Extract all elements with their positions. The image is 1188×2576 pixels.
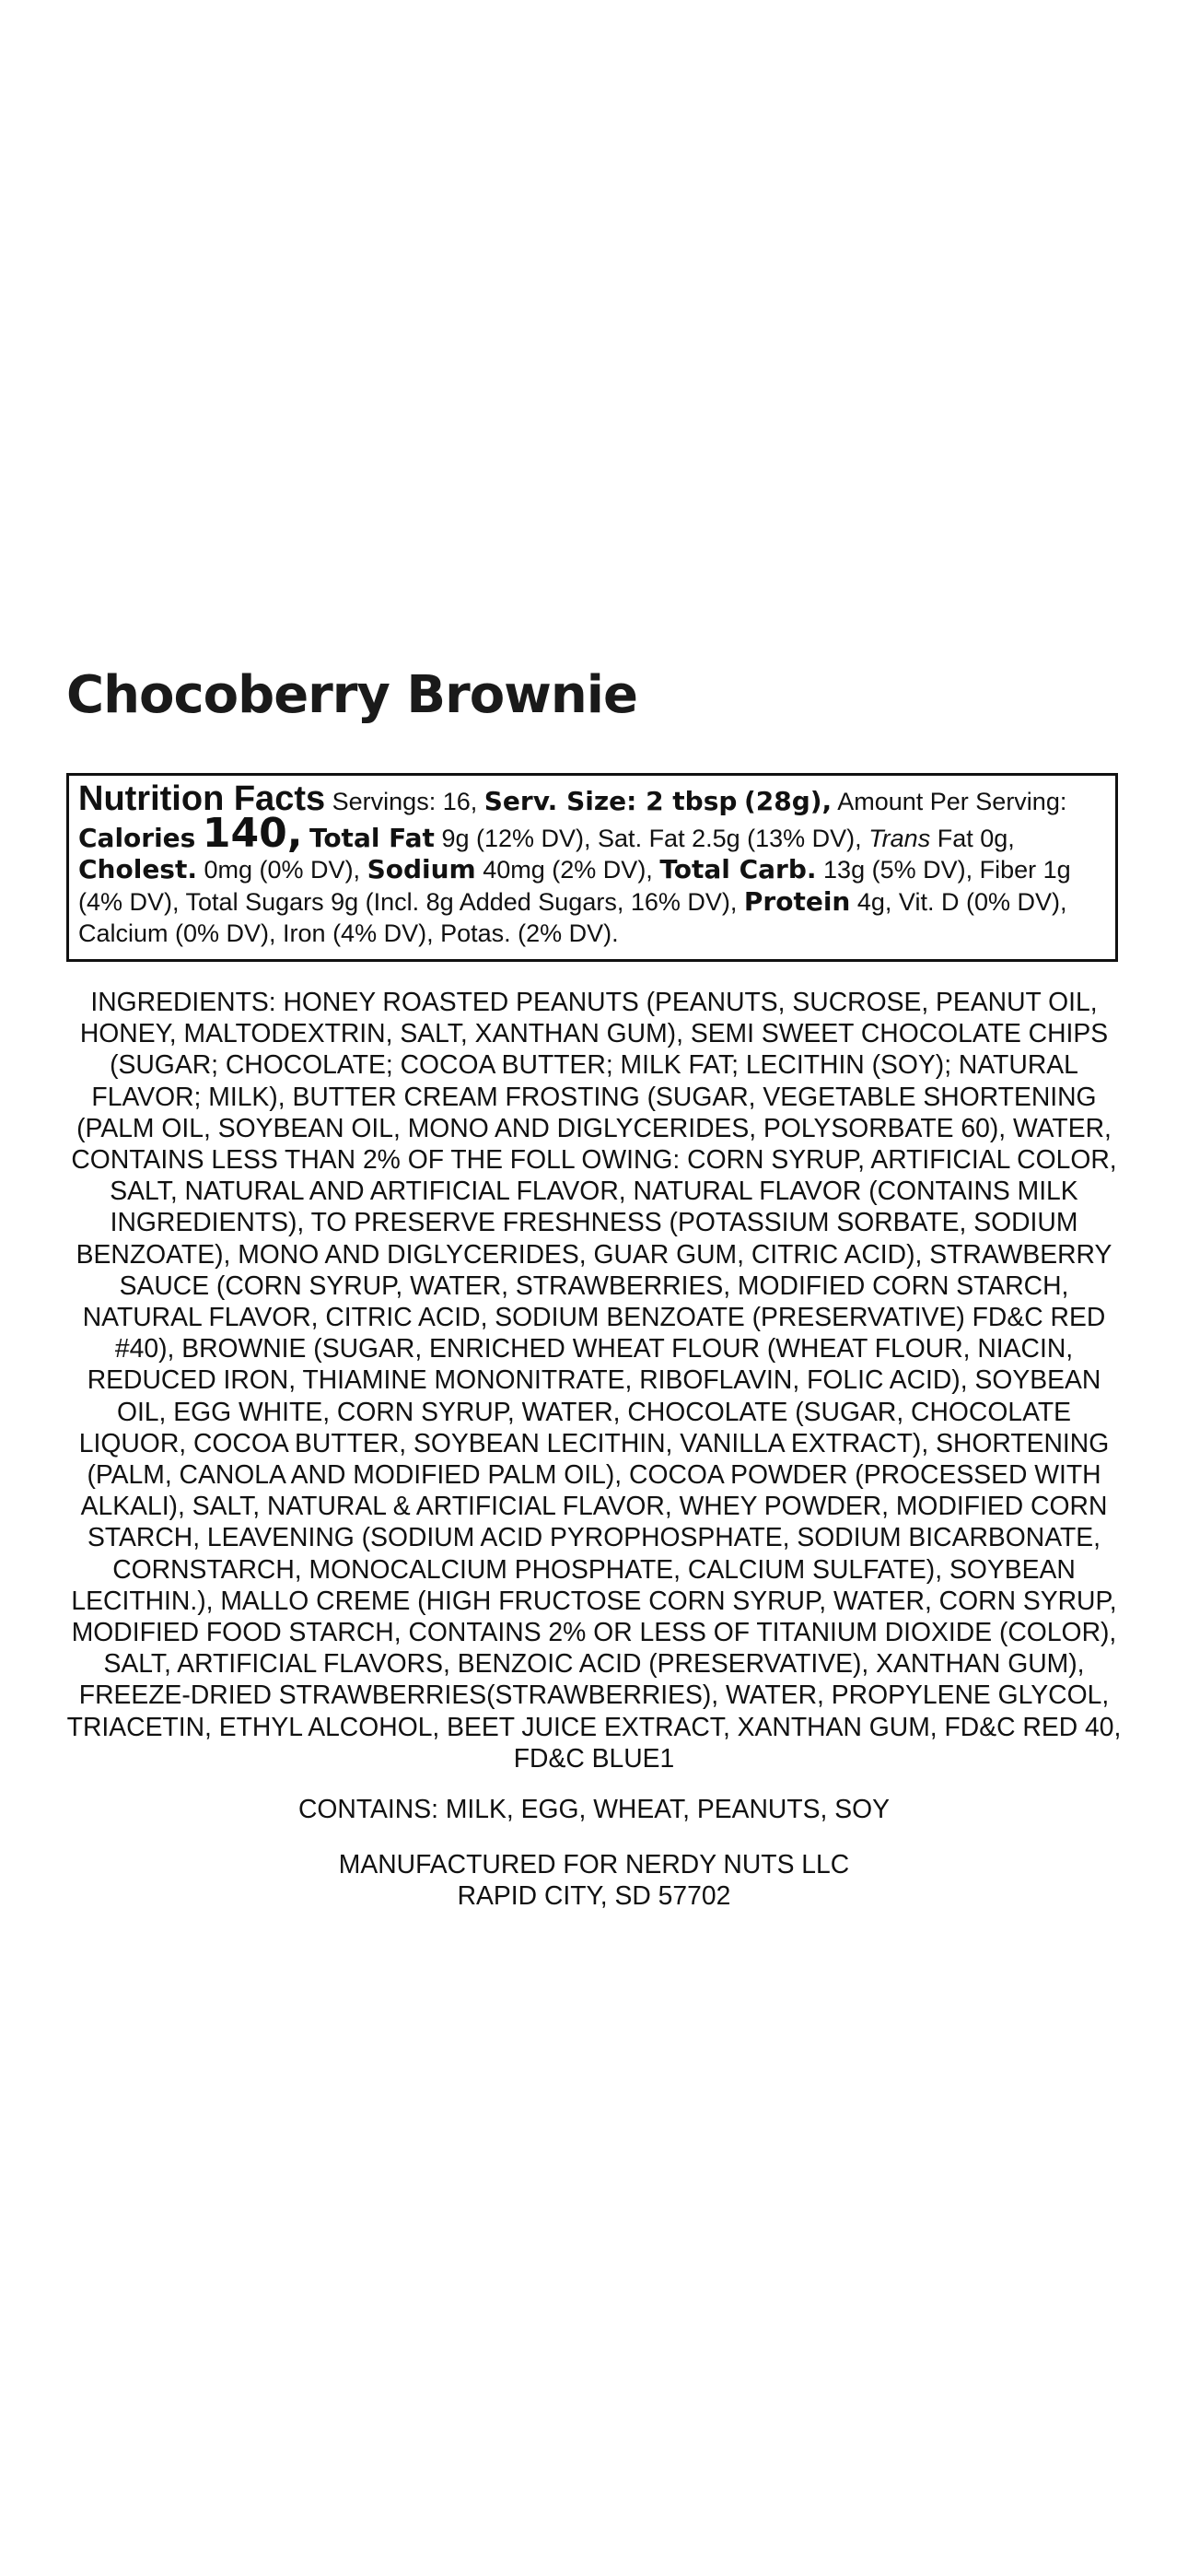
- servings-text: Servings: 16,: [332, 788, 478, 815]
- manufacturer-info: [66, 1848, 1122, 1911]
- serving-size-label: Serv. Size: 2 tbsp: [483, 786, 738, 816]
- calories-label: Calories: [78, 822, 196, 853]
- protein-label: Protein: [743, 885, 851, 917]
- nutrition-facts-panel: [66, 773, 1118, 962]
- amount-per-serving-text: Amount Per Serving:: [837, 788, 1067, 815]
- total-fat-label: Total Fat: [309, 822, 435, 853]
- protein-value: 4g, Vit. D (0% DV), Calcium (0% DV), Iron (4% DV), Potas. (2% DV).: [78, 887, 1067, 947]
- calories-value: 140,: [202, 809, 303, 857]
- sodium-value: 40mg (2% DV),: [483, 856, 653, 884]
- total-fat-value: 9g (12% DV), Sat. Fat 2.5g (13% DV),: [441, 824, 862, 852]
- total-carb-label: Total Carb.: [659, 854, 817, 884]
- product-title: Chocoberry Brownie: [66, 665, 637, 725]
- cholesterol-value: 0mg (0% DV),: [204, 856, 361, 884]
- manufacturer-name: MANUFACTURED FOR NERDY NUTS LLC: [338, 1849, 850, 1879]
- nutrition-facts-heading: Nutrition Facts: [78, 779, 326, 818]
- cholesterol-label: Cholest.: [78, 854, 197, 884]
- sodium-label: Sodium: [367, 854, 476, 884]
- ingredients-list: INGREDIENTS: HONEY ROASTED PEANUTS (PEANUTS, SUCROSE, PEANUT OIL, HONEY, MALTODEXTRIN, SALT, XANTHAN GUM), SEMI SWEET CHOCOLATE CHIPS (SUGAR; CHOCOLATE; COCOA BUTTER; MILK FAT; LECITHIN (SOY); NATURAL FLAVOR; MILK), BUTTER CREAM FROSTING (SUGAR, VEGETABLE SHORTENING (PALM OIL, SOYBEAN OIL, MONO AND DIGLYCERIDES, POLYSORBATE 60), WATER, CONTAINS LESS THAN 2% OF THE FOLL OWING: CORN SYRUP, ARTIFICIAL COLOR, SALT, NATURAL AND ARTIFICIAL FLAVOR, NATURAL FLAVOR (CONTAINS MILK INGREDIENTS), TO PRESERVE FRESHNESS (POTASSIUM SORBATE, SODIUM BENZOATE), MONO AND DIGLYCERIDES, GUAR GUM, CITRIC ACID), STRAWBERRY SAUCE (CORN SYRUP, WATER, STRAWBERRIES, MODIFIED CORN STARCH, NATURAL FLAVOR, CITRIC ACID, SODIUM BENZOATE (PRESERVATIVE) FD&C RED #40), BROWNIE (SUGAR, ENRICHED WHEAT FLOUR (WHEAT FLOUR, NIACIN, REDUCED IRON, THIAMINE MONONITRATE, RIBOFLAVIN, FOLIC ACID), SOYBEAN OIL, EGG WHITE, CORN SYRUP, WATER, CHOCOLATE (SUGAR, CHOCOLATE LIQUOR, COCOA BUTTER, SOYBEAN LECITHIN, VANILLA EXTRACT), SHORTENING (PALM, CANOLA AND MODIFIED PALM OIL), COCOA POWDER (PROCESSED WITH ALKALI), SALT, NATURAL & ARTIFICIAL FLAVOR, WHEY POWDER, MODIFIED CORN STARCH, LEAVENING (SODIUM ACID PYROPHOSPHATE, SODIUM BICARBONATE, CORNSTARCH, MONOCALCIUM PHOSPHATE, CALCIUM SULFATE), SOYBEAN LECITHIN.), MALLO CREME (HIGH FRUCTOSE CORN SYRUP, WATER, CORN SYRUP, MODIFIED FOOD STARCH, CONTAINS 2% OR LESS OF TITANIUM DIOXIDE (COLOR), SALT, ARTIFICIAL FLAVORS, BENZOIC ACID (PRESERVATIVE), XANTHAN GUM), FREEZE-DRIED STRAWBERRIES(STRAWBERRIES), WATER, PROPYLENE GLYCOL, TRIACETIN, ETHYL ALCOHOL, BEET JUICE EXTRACT, XANTHAN GUM, FD&C RED 40, FD&C BLUE1: [66, 987, 1122, 1773]
- allergen-statement: CONTAINS: MILK, EGG, WHEAT, PEANUTS, SOY: [297, 1794, 890, 1823]
- serving-size-value: (28g),: [743, 786, 833, 816]
- manufacturer-location: RAPID CITY, SD 57702: [457, 1880, 731, 1910]
- trans-fat-value: Fat 0g,: [937, 824, 1015, 852]
- total-carb-value: 13g (5% DV), Fiber 1g (4% DV), Total Sugars 9g (Incl. 8g Added Sugars, 16% DV),: [78, 856, 1071, 916]
- trans-fat-label: Trans: [868, 824, 931, 852]
